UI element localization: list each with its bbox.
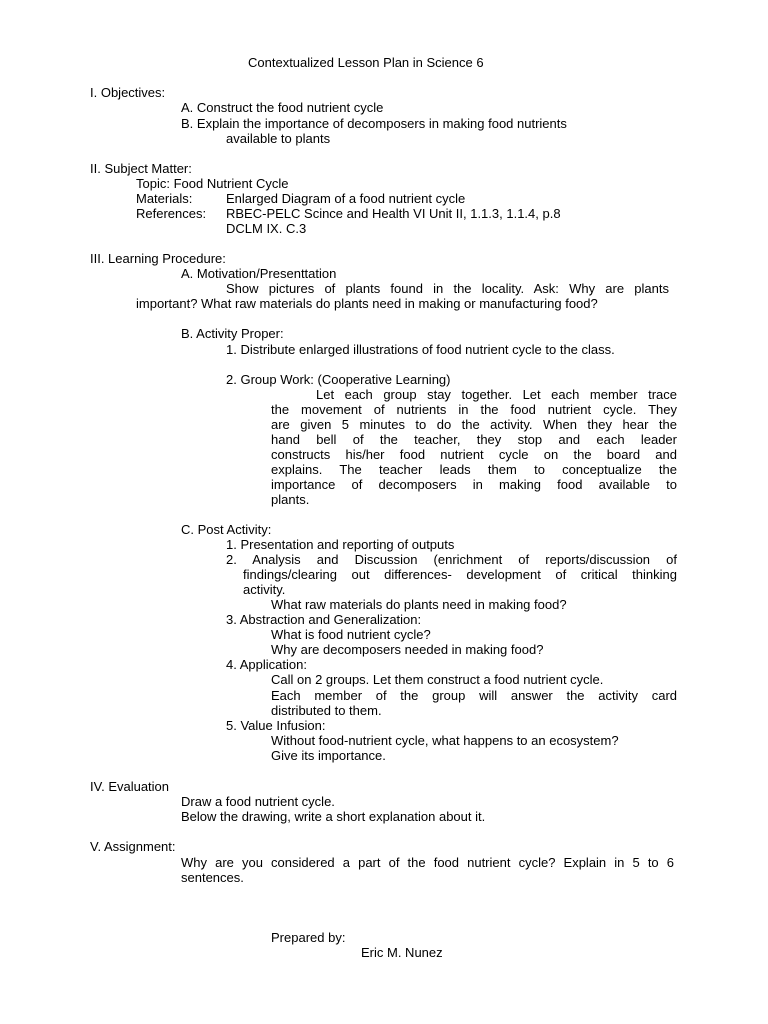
author-name: Eric M. Nunez	[361, 945, 443, 960]
post-activity-item-4: 4. Application:	[226, 657, 307, 672]
references-value: RBEC-PELC Scince and Health VI Unit II, 1.1.3, 1.1.4, p.8	[226, 206, 561, 221]
objective-b: B. Explain the importance of decomposers in making food nutrients	[181, 116, 567, 131]
objectives-heading: I. Objectives:	[90, 85, 166, 100]
post-activity-item-2-cont: activity.	[243, 582, 286, 597]
assignment-line-1: Why are you considered a part of the food nutrient cycle? Explain in 5 to 6	[181, 855, 674, 870]
prepared-by-label: Prepared by:	[271, 930, 346, 945]
application-line-2: Each member of the group will answer the activity card	[271, 688, 677, 703]
application-line-3: distributed to them.	[271, 703, 382, 718]
post-activity-item-3: 3. Abstraction and Generalization:	[226, 612, 422, 627]
value-infusion-line-1: Without food-nutrient cycle, what happens to an ecosystem?	[271, 733, 619, 748]
topic-line: Topic: Food Nutrient Cycle	[136, 176, 289, 191]
activity-item-1: 1. Distribute enlarged illustrations of food nutrient cycle to the class.	[226, 342, 615, 357]
materials-value: Enlarged Diagram of a food nutrient cycle	[226, 191, 466, 206]
references-label: References:	[136, 206, 207, 221]
motivation-line-1: Show pictures of plants found in the locality. Ask: Why are plants	[226, 281, 669, 296]
objective-a: A. Construct the food nutrient cycle	[181, 100, 384, 115]
group-work-line: explains. The teacher leads them to conceptualize the	[271, 462, 677, 477]
group-work-line: importance of decomposers in making food available to	[271, 477, 677, 492]
post-activity-item-1: 1. Presentation and reporting of outputs	[226, 537, 455, 552]
page-title: Contextualized Lesson Plan in Science 6	[248, 55, 484, 70]
analysis-question: What raw materials do plants need in making food?	[271, 597, 567, 612]
evaluation-line-2: Below the drawing, write a short explanation about it.	[181, 809, 486, 824]
objective-b-cont: available to plants	[226, 131, 331, 146]
group-work-line: plants.	[271, 492, 310, 507]
group-work-heading: 2. Group Work: (Cooperative Learning)	[226, 372, 451, 387]
assignment-line-2: sentences.	[181, 870, 244, 885]
learning-procedure-heading: III. Learning Procedure:	[90, 251, 226, 266]
assignment-heading: V. Assignment:	[90, 839, 176, 854]
group-work-line: hand bell of the teacher, they stop and each leader	[271, 432, 677, 447]
evaluation-line-1: Draw a food nutrient cycle.	[181, 794, 335, 809]
application-line-1: Call on 2 groups. Let them construct a food nutrient cycle.	[271, 672, 604, 687]
post-activity-heading: C. Post Activity:	[181, 522, 272, 537]
group-work-line: Let each group stay together. Let each member trace	[316, 387, 677, 402]
post-activity-item-2-cont: findings/clearing out differences- development of critical thinking	[243, 567, 677, 582]
group-work-line: the movement of nutrients in the food nutrient cycle. They	[271, 402, 677, 417]
references-value-2: DCLM IX. C.3	[226, 221, 307, 236]
materials-label: Materials:	[136, 191, 193, 206]
motivation-heading: A. Motivation/Presenttation	[181, 266, 337, 281]
subject-matter-heading: II. Subject Matter:	[90, 161, 192, 176]
group-work-line: are given 5 minutes to do the activity. When they hear the	[271, 417, 677, 432]
abstraction-question-1: What is food nutrient cycle?	[271, 627, 431, 642]
value-infusion-line-2: Give its importance.	[271, 748, 386, 763]
abstraction-question-2: Why are decomposers needed in making food?	[271, 642, 544, 657]
post-activity-item-2: 2. Analysis and Discussion (enrichment of reports/discussion of	[226, 552, 677, 567]
evaluation-heading: IV. Evaluation	[90, 779, 170, 794]
group-work-line: constructs his/her food nutrient cycle on the board and	[271, 447, 677, 462]
motivation-line-2: important? What raw materials do plants need in making or manufacturing food?	[136, 296, 598, 311]
post-activity-item-5: 5. Value Infusion:	[226, 718, 326, 733]
activity-heading: B. Activity Proper:	[181, 326, 284, 341]
